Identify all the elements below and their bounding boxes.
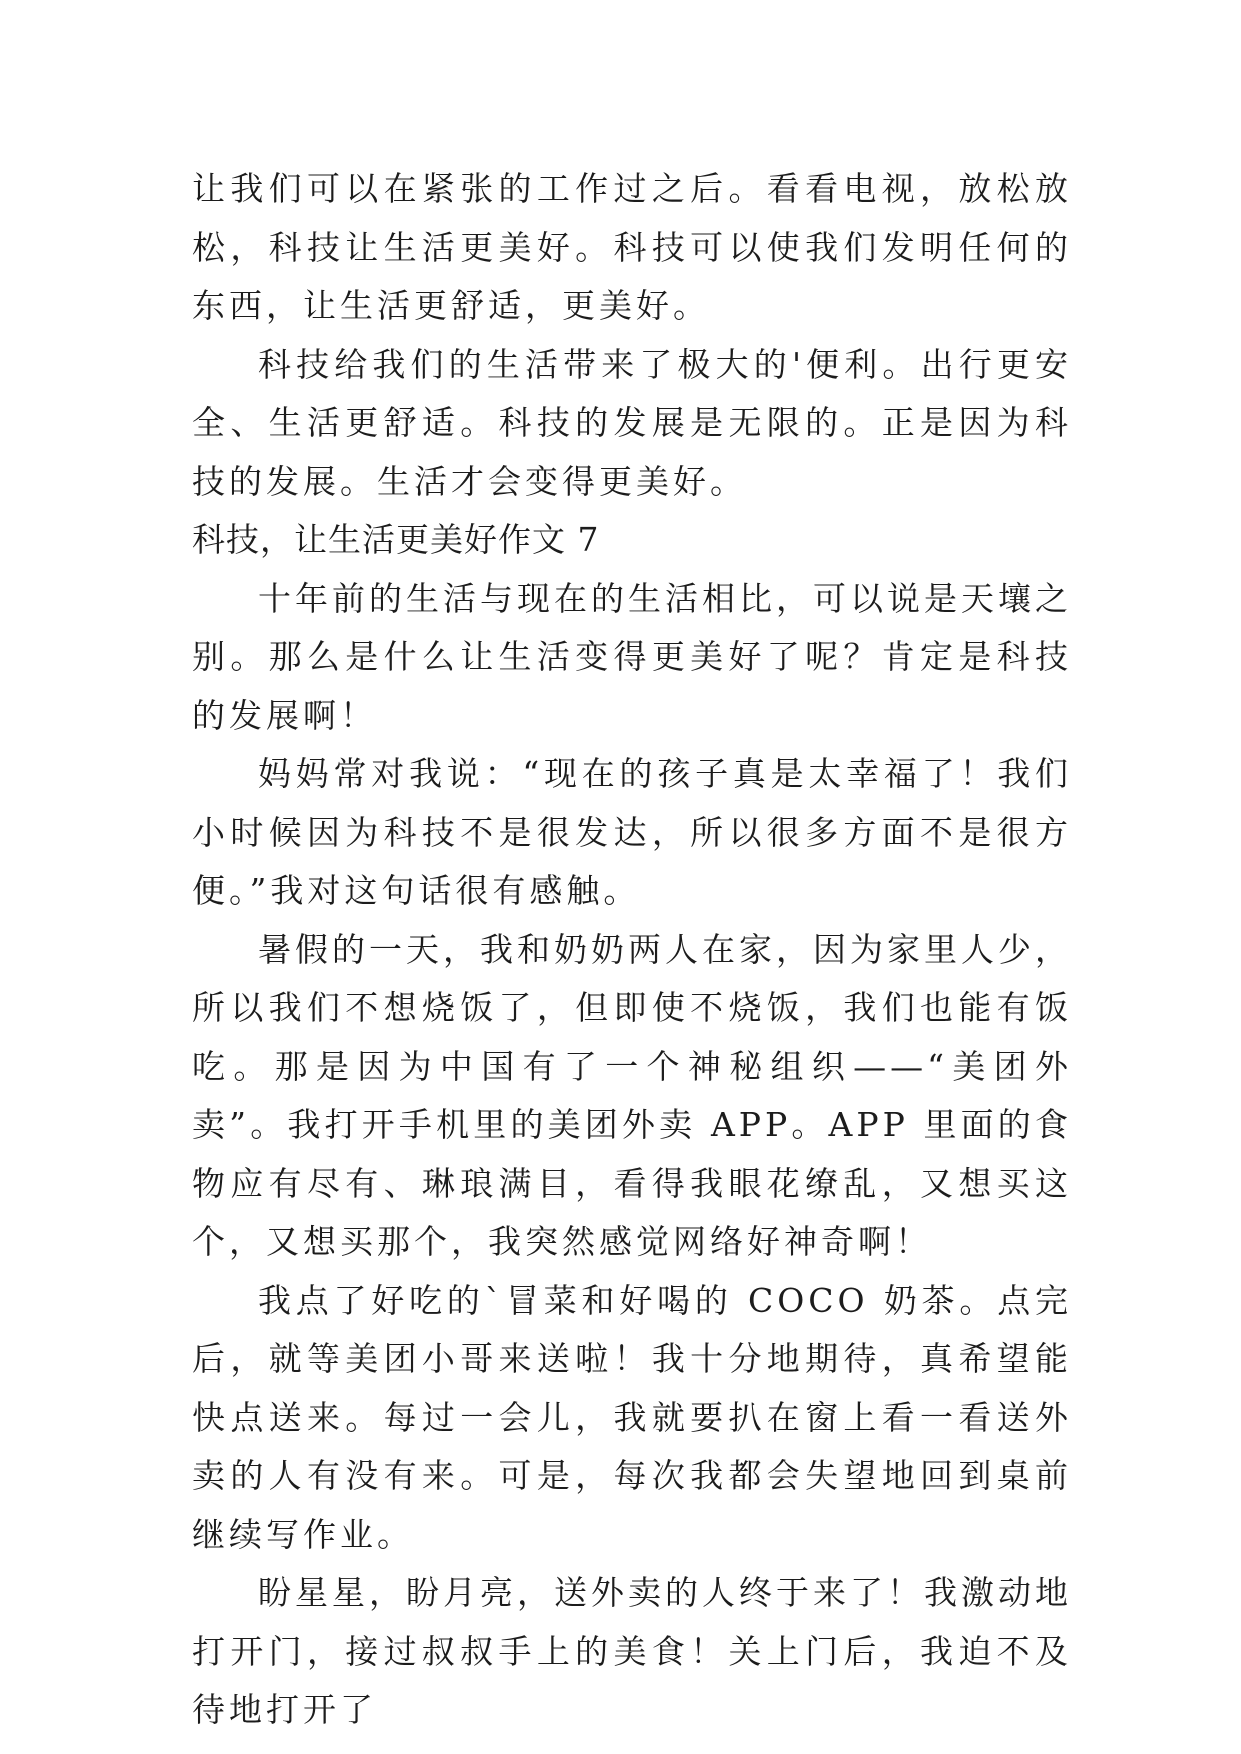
paragraph-order: 我点了好吃的`冒菜和好喝的 COCO 奶茶。点完后，就等美团小哥来送啦！我十分地期待，真希望能快点送来。每过一会儿，我就要扒在窗上看一看送外卖的人有没有来。可是，每次我都会失望地回到桌前继续写作业。 [192, 1280, 1072, 1554]
paragraph-delivery: 盼星星，盼月亮，送外卖的人终于来了！我激动地打开门，接过叔叔手上的美食！关上门后，我迫不及待地打开了 [192, 1573, 1072, 1729]
paragraph-convenience: 科技给我们的生活带来了极大的'便利。出行更安全、生活更舒适。科技的发展是无限的。正是因为科技的发展。生活才会变得更美好。 [192, 344, 1072, 501]
document-body [192, 160, 1072, 1740]
paragraph-summer-day: 暑假的一天，我和奶奶两人在家，因为家里人少，所以我们不想烧饭了，但即使不烧饭，我们也能有饭吃。那是因为中国有了一个神秘组织——“美团外卖”。我打开手机里的美团外卖 APP。APP 里面的食物应有尽有、琳琅满目，看得我眼花缭乱，又想买这个，又想买那个，我突然感觉网络好神奇啊！ [192, 929, 1072, 1261]
paragraph-continuation: 让我们可以在紧张的工作过之后。看看电视，放松放松，科技让生活更美好。科技可以使我们发明任何的东西，让生活更舒适，更美好。 [192, 169, 1072, 325]
essay-title: 科技，让生活更美好作文 7 [192, 520, 600, 559]
paragraph-ten-years: 十年前的生活与现在的生活相比，可以说是天壤之别。那么是什么让生活变得更美好了呢？肯定是科技的发展啊！ [192, 578, 1072, 735]
paragraph-mother: 妈妈常对我说：“现在的孩子真是太幸福了！我们小时候因为科技不是很发达，所以很多方面不是很方便。”我对这句话很有感触。 [192, 754, 1072, 910]
